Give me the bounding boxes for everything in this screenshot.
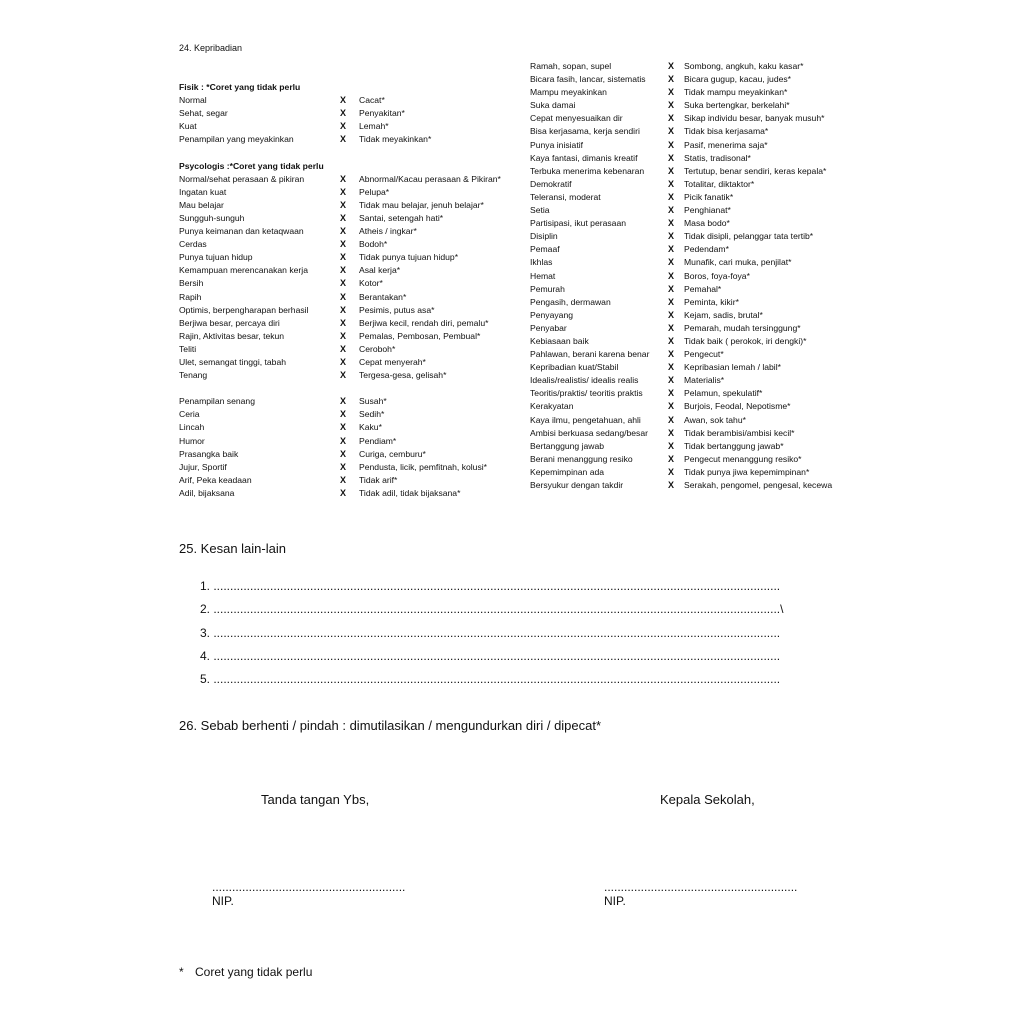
trait-negative[interactable]: Susah*	[359, 396, 387, 407]
strike-mark: X	[668, 244, 675, 255]
trait-row	[530, 152, 850, 165]
trait-negative[interactable]: Kepribasian lemah / labil*	[684, 362, 781, 373]
trait-negative[interactable]: Asal kerja*	[359, 265, 401, 276]
trait-row	[530, 73, 850, 86]
trait-row	[530, 361, 850, 374]
signature-right-label: Kepala Sekolah,	[660, 792, 755, 807]
trait-row	[179, 448, 524, 461]
trait-negative[interactable]: Tidak berambisi/ambisi kecil*	[684, 427, 795, 438]
trait-row	[530, 479, 850, 492]
strike-mark: X	[340, 134, 347, 145]
trait-positive[interactable]: Terbuka menerima kebenaran	[530, 165, 645, 176]
trait-row	[530, 322, 850, 335]
trait-row	[179, 369, 524, 382]
trait-positive[interactable]: Penampilan senang	[179, 396, 255, 407]
strike-mark: X	[340, 422, 347, 433]
signature-left-line[interactable]: ..........................................................	[212, 880, 406, 894]
trait-positive[interactable]: Punya keimanan dan ketaqwaan	[179, 226, 304, 237]
trait-positive[interactable]: Punya inisiatif	[530, 139, 584, 150]
trait-row	[530, 270, 850, 283]
trait-positive[interactable]: Demokratif	[530, 178, 572, 189]
trait-positive[interactable]: Kaya fantasi, dimanis kreatif	[530, 152, 638, 163]
strike-mark: X	[668, 349, 675, 360]
trait-negative[interactable]: Atheis / ingkar*	[359, 226, 417, 237]
trait-negative[interactable]: Masa bodo*	[684, 218, 730, 229]
strike-mark: X	[340, 343, 347, 354]
trait-negative[interactable]: Tidak disipli, pelanggar tata tertib*	[684, 231, 814, 242]
trait-positive[interactable]: Jujur, Sportif	[179, 461, 227, 472]
q25-line-1[interactable]: 1. ..........................................................................................................................................................................	[200, 579, 781, 593]
strike-mark: X	[340, 487, 347, 498]
trait-negative[interactable]: Cacat*	[359, 95, 385, 106]
trait-negative[interactable]: Penghianat*	[684, 205, 731, 216]
trait-negative[interactable]: Pelupa*	[359, 186, 390, 197]
trait-negative[interactable]: Tidak adil, tidak bijaksana*	[359, 487, 461, 498]
q25-line-3[interactable]: 3. ..........................................................................................................................................................................	[200, 625, 781, 640]
trait-negative[interactable]: Kejam, sadis, brutal*	[684, 309, 763, 320]
trait-row	[530, 309, 850, 322]
trait-positive[interactable]: Berani menanggung resiko	[530, 453, 633, 464]
trait-negative[interactable]: Tidak bisa kerjasama*	[684, 126, 769, 137]
trait-row	[179, 304, 524, 317]
trait-positive[interactable]: Partisipasi, ikut perasaan	[530, 218, 627, 229]
strike-mark: X	[668, 113, 675, 124]
psikologis-list	[179, 173, 524, 383]
trait-negative[interactable]: Pemalas, Pembosan, Pembual*	[359, 330, 481, 341]
trait-negative[interactable]: Burjois, Feodal, Nepotisme*	[684, 401, 791, 412]
strike-mark: X	[668, 139, 675, 150]
fisik-title: Fisik : *Coret yang tidak perlu	[179, 82, 301, 92]
trait-row	[179, 238, 524, 251]
strike-mark: X	[668, 427, 675, 438]
trait-row	[179, 94, 524, 107]
trait-positive[interactable]: Ingatan kuat	[179, 186, 227, 197]
trait-row	[530, 86, 850, 99]
strike-mark: X	[668, 165, 675, 176]
trait-positive[interactable]: Punya tujuan hidup	[179, 252, 253, 263]
strike-mark: X	[668, 126, 675, 137]
strike-mark: X	[668, 453, 675, 464]
trait-row	[179, 435, 524, 448]
strike-mark: X	[668, 257, 675, 268]
strike-mark: X	[340, 95, 347, 106]
strike-mark: X	[340, 435, 347, 446]
sikap-list	[179, 395, 524, 500]
trait-positive[interactable]: Kerakyatan	[530, 401, 574, 412]
trait-row	[179, 277, 524, 290]
strike-mark: X	[340, 212, 347, 223]
strike-mark: X	[668, 440, 675, 451]
trait-row	[179, 264, 524, 277]
strike-mark: X	[340, 356, 347, 367]
trait-row	[530, 139, 850, 152]
strike-mark: X	[340, 330, 347, 341]
trait-row	[530, 283, 850, 296]
right-trait-column	[530, 60, 850, 492]
trait-positive[interactable]: Bersyukur dengan takdir	[530, 480, 624, 490]
strike-mark: X	[668, 375, 675, 386]
strike-mark: X	[668, 388, 675, 399]
trait-positive[interactable]: Lincah	[179, 422, 205, 433]
trait-negative[interactable]: Munafik, cari muka, penjilat*	[684, 257, 792, 268]
trait-negative[interactable]: Curiga, cemburu*	[359, 448, 426, 459]
strike-mark: X	[668, 414, 675, 425]
trait-negative[interactable]: Ceroboh*	[359, 343, 396, 354]
trait-row	[530, 112, 850, 125]
strike-mark: X	[340, 474, 347, 485]
trait-row	[530, 296, 850, 309]
trait-positive[interactable]: Kuat	[179, 121, 197, 132]
trait-row	[179, 173, 524, 186]
strike-mark: X	[340, 239, 347, 250]
trait-row	[179, 251, 524, 264]
trait-row	[530, 374, 850, 387]
strike-mark: X	[668, 270, 675, 281]
trait-positive[interactable]: Teoritis/praktis/ teoritis praktis	[530, 388, 643, 399]
strike-mark: X	[340, 317, 347, 328]
trait-positive[interactable]: Kaya ilmu, pengetahuan, ahli	[530, 414, 641, 425]
trait-positive[interactable]: Kepemimpinan ada	[530, 466, 605, 477]
trait-positive[interactable]: Suka damai	[530, 100, 576, 111]
trait-negative[interactable]: Tidak bertanggung jawab*	[684, 440, 784, 451]
trait-positive[interactable]: Humor	[179, 435, 205, 446]
trait-positive[interactable]: Bersih	[179, 278, 204, 289]
trait-row	[530, 400, 850, 413]
strike-mark: X	[668, 100, 675, 111]
trait-row	[179, 461, 524, 474]
strike-mark: X	[340, 304, 347, 315]
strike-mark: X	[340, 173, 347, 184]
trait-row	[530, 348, 850, 361]
trait-negative[interactable]: Sedih*	[359, 409, 385, 420]
strike-mark: X	[668, 178, 675, 189]
trait-row	[530, 125, 850, 138]
strike-mark: X	[668, 61, 675, 71]
trait-positive[interactable]: Tenang	[179, 370, 208, 381]
trait-negative[interactable]: Boros, foya-foya*	[684, 270, 750, 281]
strike-mark: X	[340, 265, 347, 276]
strike-mark: X	[668, 335, 675, 346]
trait-row	[530, 335, 850, 348]
trait-negative[interactable]: Tidak mau belajar, jenuh belajar*	[359, 199, 484, 210]
q25-line-4[interactable]: 4. ..........................................................................................................................................................................	[200, 648, 781, 663]
trait-row	[530, 230, 850, 243]
trait-row	[179, 330, 524, 343]
strike-mark: X	[340, 278, 347, 289]
strike-mark: X	[668, 74, 675, 85]
fisik-list	[179, 94, 524, 146]
strike-mark: X	[668, 480, 675, 490]
trait-negative[interactable]: Penyakitan*	[359, 108, 405, 119]
trait-row	[530, 427, 850, 440]
trait-row	[179, 291, 524, 304]
trait-negative[interactable]: Pelamun, spekulatif*	[684, 388, 763, 399]
trait-row	[530, 99, 850, 112]
strike-mark: X	[668, 309, 675, 320]
trait-row	[530, 440, 850, 453]
trait-negative[interactable]: Kotor*	[359, 278, 383, 289]
psikologis-title: Psycologis :*Coret yang tidak perlu	[179, 160, 324, 171]
strike-mark: X	[340, 121, 347, 132]
trait-negative[interactable]: Sikap individu besar, banyak musuh*	[684, 113, 825, 124]
trait-negative[interactable]: Berantakan*	[359, 291, 407, 302]
trait-row	[530, 60, 850, 73]
strike-mark: X	[340, 226, 347, 237]
trait-row	[179, 120, 524, 133]
trait-row	[530, 387, 850, 400]
trait-negative[interactable]: Peminta, kikir*	[684, 296, 739, 307]
trait-row	[179, 186, 524, 199]
strike-mark: X	[668, 152, 675, 163]
strike-mark: X	[340, 291, 347, 302]
trait-positive[interactable]: Disiplin	[530, 231, 558, 242]
trait-negative[interactable]: Serakah, pengomel, pengesal, kecewa	[684, 480, 833, 490]
trait-positive[interactable]: Kemampuan merencanakan kerja	[179, 265, 308, 276]
trait-negative[interactable]: Bodoh*	[359, 239, 388, 250]
trait-negative[interactable]: Pemarah, mudah tersinggung*	[684, 322, 801, 333]
strike-mark: X	[340, 409, 347, 420]
trait-positive[interactable]: Kepribadian kuat/Stabil	[530, 362, 619, 373]
trait-positive[interactable]: Bertanggung jawab	[530, 440, 605, 451]
trait-positive[interactable]: Sehat, segar	[179, 108, 228, 119]
strike-mark: X	[340, 199, 347, 210]
trait-negative[interactable]: Pedendam*	[684, 244, 729, 255]
trait-positive[interactable]: Ikhlas	[530, 257, 553, 268]
trait-positive[interactable]: Pahlawan, berani karena benar	[530, 349, 650, 360]
q25-line-5[interactable]: 5. ..........................................................................................................................................................................	[200, 672, 781, 687]
section-title: 24. Kepribadian	[179, 43, 243, 53]
left-trait-column	[179, 81, 524, 500]
trait-negative[interactable]: Berjiwa kecil, rendah diri, pemalu*	[359, 317, 489, 328]
trait-negative[interactable]: Tertutup, benar sendiri, keras kepala*	[684, 165, 827, 176]
strike-mark: X	[340, 252, 347, 263]
trait-row	[179, 317, 524, 330]
trait-negative[interactable]: Tidak punya jiwa kepemimpinan*	[684, 466, 810, 477]
trait-positive[interactable]: Kebiasaan baik	[530, 335, 589, 346]
trait-positive[interactable]: Setia	[530, 205, 550, 216]
trait-positive[interactable]: Adil, bijaksana	[179, 487, 235, 498]
kanan-list	[530, 60, 850, 492]
trait-row	[179, 487, 524, 500]
trait-negative[interactable]: Tidak meyakinkan*	[359, 134, 432, 145]
trait-positive[interactable]: Prasangka baik	[179, 448, 239, 459]
trait-negative[interactable]: Tidak punya tujuan hidup*	[359, 252, 459, 263]
trait-positive[interactable]: Ambisi berkuasa sedang/besar	[530, 427, 648, 438]
strike-mark: X	[668, 466, 675, 477]
trait-row	[530, 178, 850, 191]
strike-mark: X	[340, 186, 347, 197]
strike-mark: X	[668, 87, 675, 98]
trait-positive[interactable]: Cepat menyesuaikan dir	[530, 113, 623, 124]
trait-positive[interactable]: Idealis/realistis/ idealis realis	[530, 375, 639, 386]
strike-mark: X	[340, 448, 347, 459]
trait-negative[interactable]: Tidak arif*	[359, 474, 398, 485]
trait-positive[interactable]: Normal/sehat perasaan & pikiran	[179, 173, 305, 184]
trait-positive[interactable]: Mampu meyakinkan	[530, 87, 607, 98]
trait-negative[interactable]: Statis, tradisonal*	[684, 152, 751, 163]
trait-row	[530, 453, 850, 466]
trait-row	[179, 395, 524, 408]
trait-negative[interactable]: Awan, sok tahu*	[684, 414, 746, 425]
trait-negative[interactable]: Lemah*	[359, 121, 389, 132]
strike-mark: X	[668, 205, 675, 216]
nip-left-label: NIP.	[212, 894, 234, 908]
trait-row	[530, 256, 850, 269]
trait-positive[interactable]: Ramah, sopan, supel	[530, 61, 612, 71]
question-25-title: 25. Kesan lain-lain	[179, 541, 286, 556]
trait-positive[interactable]: Sungguh-sunguh	[179, 212, 245, 223]
trait-negative[interactable]: Pasif, menerima saja*	[684, 139, 768, 150]
trait-positive[interactable]: Bicara fasih, lancar, sistematis	[530, 74, 646, 85]
trait-row	[179, 133, 524, 146]
trait-positive[interactable]: Pemaaf	[530, 244, 560, 255]
trait-negative[interactable]: Pengecut*	[684, 349, 724, 360]
strike-mark: X	[668, 401, 675, 412]
footnote-star: *	[179, 965, 184, 979]
trait-row	[179, 421, 524, 434]
q25-line-2[interactable]: 2. ..........................................................................................................................................................................\	[200, 602, 784, 617]
trait-positive[interactable]: Bisa kerjasama, kerja sendiri	[530, 126, 640, 137]
trait-positive[interactable]: Penyayang	[530, 309, 574, 320]
trait-positive[interactable]: Berjiwa besar, percaya diri	[179, 317, 280, 328]
trait-negative[interactable]: Picik fanatik*	[684, 191, 734, 202]
trait-row	[530, 243, 850, 256]
trait-row	[179, 199, 524, 212]
trait-positive[interactable]: Teleransi, moderat	[530, 191, 601, 202]
trait-row	[179, 343, 524, 356]
trait-positive[interactable]: Ulet, semangat tinggi, tabah	[179, 356, 287, 367]
trait-negative[interactable]: Suka bertengkar, berkelahi*	[684, 100, 790, 111]
trait-positive[interactable]: Optimis, berpengharapan berhasil	[179, 304, 309, 315]
trait-positive[interactable]: Cerdas	[179, 239, 207, 250]
trait-row	[530, 414, 850, 427]
strike-mark: X	[668, 322, 675, 333]
trait-row	[530, 191, 850, 204]
strike-mark: X	[340, 370, 347, 381]
trait-row	[179, 474, 524, 487]
trait-positive[interactable]: Rajin, Aktivitas besar, tekun	[179, 330, 285, 341]
trait-positive[interactable]: Mau belajar	[179, 199, 224, 210]
trait-row	[179, 107, 524, 120]
trait-row	[179, 408, 524, 421]
trait-row	[530, 217, 850, 230]
trait-positive[interactable]: Hemat	[530, 270, 556, 281]
trait-positive[interactable]: Arif, Peka keadaan	[179, 474, 252, 485]
trait-positive[interactable]: Pemurah	[530, 283, 565, 294]
trait-row	[179, 225, 524, 238]
trait-positive[interactable]: Ceria	[179, 409, 200, 420]
strike-mark: X	[668, 218, 675, 229]
strike-mark: X	[340, 461, 347, 472]
trait-negative[interactable]: Abnormal/Kacau perasaan & Pikiran*	[359, 173, 501, 184]
trait-negative[interactable]: Pemahal*	[684, 283, 722, 294]
trait-positive[interactable]: Penampilan yang meyakinkan	[179, 134, 294, 145]
footnote-text: Coret yang tidak perlu	[195, 965, 313, 979]
strike-mark: X	[668, 231, 675, 242]
trait-negative[interactable]: Pesimis, putus asa*	[359, 304, 435, 315]
strike-mark: X	[668, 362, 675, 373]
trait-negative[interactable]: Kaku*	[359, 422, 382, 433]
trait-row	[530, 165, 850, 178]
trait-positive[interactable]: Penyabar	[530, 322, 567, 333]
signature-right-line[interactable]: ..........................................................	[604, 880, 798, 894]
trait-negative[interactable]: Cepat menyerah*	[359, 356, 426, 367]
strike-mark: X	[668, 191, 675, 202]
trait-negative[interactable]: Tidak mampu meyakinkan*	[684, 87, 788, 98]
trait-negative[interactable]: Santai, setengah hati*	[359, 212, 444, 223]
trait-negative[interactable]: Totalitar, diktaktor*	[684, 178, 755, 189]
trait-positive[interactable]: Teliti	[179, 343, 197, 354]
strike-mark: X	[668, 283, 675, 294]
trait-negative[interactable]: Materialis*	[684, 375, 725, 386]
trait-positive[interactable]: Rapih	[179, 291, 202, 302]
footnote	[179, 965, 312, 979]
trait-negative[interactable]: Bicara gugup, kacau, judes*	[684, 74, 792, 85]
signature-left-label: Tanda tangan Ybs,	[261, 792, 370, 807]
trait-row	[179, 212, 524, 225]
trait-negative[interactable]: Pendusta, licik, pemfitnah, kolusi*	[359, 461, 488, 472]
q25-answer-lines	[200, 575, 860, 691]
trait-negative[interactable]: Sombong, angkuh, kaku kasar*	[684, 61, 804, 71]
trait-row	[179, 356, 524, 369]
strike-mark: X	[340, 108, 347, 119]
strike-mark: X	[668, 296, 675, 307]
trait-negative[interactable]: Pengecut menanggung resiko*	[684, 453, 802, 464]
strike-mark: X	[340, 396, 347, 407]
nip-right-label: NIP.	[604, 894, 626, 908]
trait-positive[interactable]: Pengasih, dermawan	[530, 296, 611, 307]
trait-negative[interactable]: Pendiam*	[359, 435, 397, 446]
trait-row	[530, 466, 850, 479]
trait-negative[interactable]: Tergesa-gesa, gelisah*	[359, 370, 447, 381]
trait-row	[530, 204, 850, 217]
question-26-title: 26. Sebab berhenti / pindah : dimutilasikan / mengundurkan diri / dipecat*	[179, 718, 602, 733]
trait-positive[interactable]: Normal	[179, 95, 207, 106]
trait-negative[interactable]: Tidak baik ( perokok, iri dengki)*	[684, 335, 807, 346]
